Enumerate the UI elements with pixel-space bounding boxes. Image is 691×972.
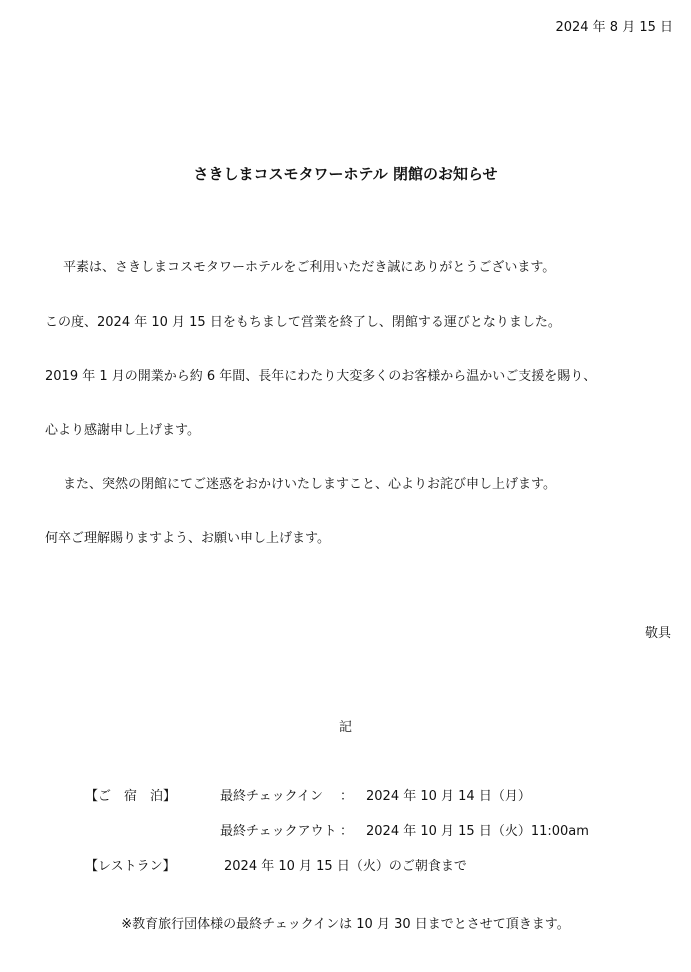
issue-date: 2024 年 8 月 15 日 bbox=[555, 20, 673, 35]
body-paragraph-6: 何卒ご理解賜りますよう、お願い申し上げます。 bbox=[45, 531, 330, 546]
checkin-value: 2024 年 10 月 14 日（月） bbox=[366, 789, 531, 804]
stay-label: 【ご 宿 泊】 bbox=[85, 789, 177, 804]
restaurant-value: 2024 年 10 月 15 日（火）のご朝食まで bbox=[224, 859, 467, 874]
footnote: ※教育旅行団体様の最終チェックインは 10 月 30 日までとさせて頂きます。 bbox=[121, 917, 570, 932]
checkout-colon: ： bbox=[340, 824, 354, 839]
closing-remark: 敬具 bbox=[644, 626, 671, 641]
restaurant-label: 【レストラン】 bbox=[85, 859, 176, 874]
checkout-label: 最終チェックアウト bbox=[220, 824, 337, 839]
checkin-colon: ： bbox=[340, 789, 354, 804]
body-paragraph-2: この度、2024 年 10 月 15 日をもちまして営業を終了し、閉館する運びとなりました。 bbox=[45, 315, 561, 330]
ki-heading: 記 bbox=[338, 720, 352, 735]
body-paragraph-4: 心より感謝申し上げます。 bbox=[45, 423, 200, 438]
checkout-value: 2024 年 10 月 15 日（火）11:00am bbox=[366, 824, 589, 839]
body-paragraph-1: 平素は、さきしまコスモタワーホテルをご利用いただき誠にありがとうございます。 bbox=[63, 260, 556, 275]
checkin-label: 最終チェックイン bbox=[220, 789, 323, 804]
body-paragraph-3: 2019 年 1 月の開業から約 6 年間、長年にわたり大変多くのお客様から温かいご支援を賜り、 bbox=[45, 369, 597, 384]
page-title: さきしまコスモタワーホテル 閉館のお知らせ bbox=[193, 165, 498, 183]
body-paragraph-5: また、突然の閉館にてご迷惑をおかけいたしますこと、心よりお詫び申し上げます。 bbox=[63, 477, 556, 492]
